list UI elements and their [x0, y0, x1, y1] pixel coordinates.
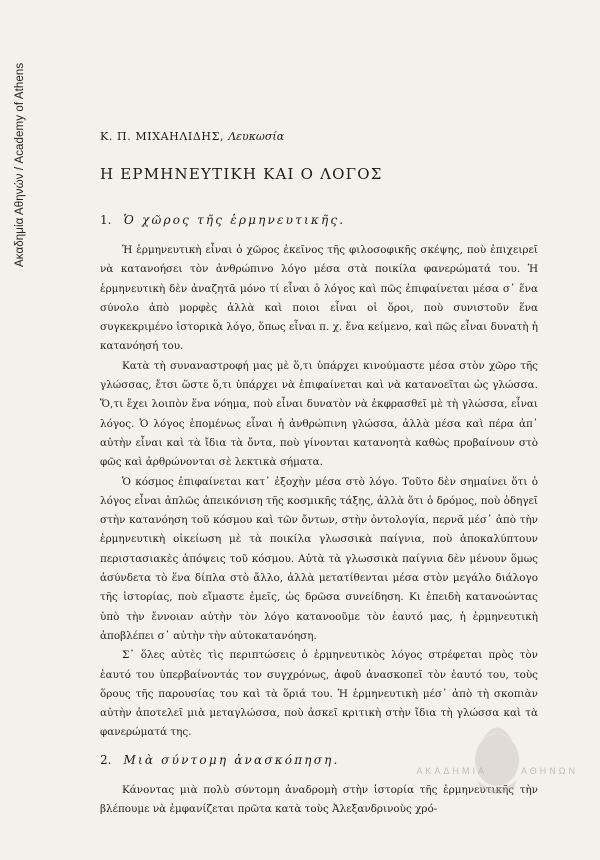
- paragraph: Κατὰ τὴ συναναστροφή μας μὲ ὅ,τι ὑπάρχει κινούμαστε μέσα στὸν χῶρο τῆς γλώσσας, ἔτσι ὥστε ὅ,τι ὑπάρχει νὰ ἐπιφαίνεται καὶ νὰ κατανοεῖται ὡς γλώσσα. Ὅ,τι ἔχει λοιπὸν ἕνα νόημα, ποὺ εἶναι δυνατὸν νὰ ἐκφρασθεῖ μὲ τὴ γλώσσα, εἶναι λόγος. Ὁ λόγος ἑπομένως εἶναι ἡ ἀνθρώπινη γλώσσα, ἀλλὰ μέσα καὶ πέρα ἀπ᾽ αὐτὴν εἶναι καὶ τὰ ἴδια τὰ ὄντα, ποὺ γίνονται κατανοητὰ καθὼς προβαίνουν στὸ φῶς καὶ ἀρθρώνονται σὲ λεκτικὰ σήματα.: [100, 359, 538, 469]
- author-place: Λευκωσία: [228, 130, 285, 143]
- archive-side-label: Ακαδημία Αθηνών / Academy of Athens: [14, 62, 26, 268]
- paragraph: Κάνοντας μιὰ πολὺ σύντομη ἀναδρομὴ στὴν ἱστορία τῆς ἑρμηνευτικῆς τὴν βλέπουμε νὰ ἐμφανίζεται πρῶτα κατὰ τοὺς Ἀλεξανδρινοὺς χρό-: [100, 783, 538, 816]
- author-name: Κ. Π. ΜΙΧΑΗΛΙΔΗΣ,: [100, 130, 225, 143]
- article-title: Η ΕΡΜΗΝΕΥΤΙΚΗ ΚΑΙ Ο ΛΟΓΟΣ: [100, 165, 383, 183]
- paragraph: Σ᾽ ὅλες αὐτὲς τὶς περιπτώσεις ὁ ἑρμηνευτικὸς λόγος στρέφεται πρὸς τὸν ἑαυτό του ὑπερβαίνοντάς τον συγχρόνως, ἀφοῦ ἀνασκοπεῖ τὸν ἑαυτό του, τοὺς ὅρους τῆς παρουσίας του καὶ τὰ ὅριά του. Ἡ ἑρμηνευτικὴ μέσ᾽ ἀπὸ τὴ σκοπιὰν αὐτὴν ἀποτελεῖ μιὰ μεταγλώσσα, ποὺ ἀσκεῖ κριτικὴ στὴν ἴδια τὴ γλώσσα καὶ τὰ φανερώματά της.: [100, 649, 538, 739]
- author-line: [100, 130, 538, 143]
- section-number: 2.: [100, 752, 112, 767]
- section-1: [100, 213, 538, 743]
- watermark-left: ΑΚΑΔΗΜΙΑ: [416, 766, 487, 776]
- paragraph: Ἡ ἑρμηνευτικὴ εἶναι ὁ χῶρος ἐκεῖνος τῆς φιλοσοφικῆς σκέψης, ποὺ ἐπιχειρεῖ νὰ κατανοήσει τὸν ἀνθρώπινο λόγο μέσα στὰ ποικίλα φανερώματά του. Ἡ ἑρμηνευτικὴ δὲν ἀναζητᾶ μόνο τί εἶναι ὁ λόγος καὶ πῶς ἐπιφαίνεται μέσα σ᾽ ἕνα σύνολο ἀπὸ μορφὲς ἀλλὰ καὶ ποιοι εἶναι οἱ ὅροι, ποὺ συνιστοῦν ἕνα συγκεκριμένο ἱστορικὰ λόγο, ὅπως εἶναι π. χ. ἕνα κείμενο, καὶ πῶς εἶναι δυνατὴ ἡ κατανόησή του.: [100, 244, 538, 353]
- paragraph: Ὁ κόσμος ἐπιφαίνεται κατ᾽ ἐξοχὴν μέσα στὸ λόγο. Τοῦτο δὲν σημαίνει ὅτι ὁ λόγος εἶναι ἁπλῶς ἀπεικόνιση τῆς κοσμικῆς τάξης, ἀλλὰ ὅτι ὁ δρόμος, ποὺ ὁδηγεῖ στὴν κατανόηση τοῦ κόσμου καὶ τῶν ὄντων, στὴν ὀντολογία, περνᾶ μέσ᾽ ἀπὸ τὴν ἑρμηνευτικὴ οἰκείωση μὲ τὰ ποικίλα γλωσσικὰ παίγνια, ποὺ ἀποκαλύπτουν περιστασιακὲς ἀπόψεις τοῦ κόσμου. Αὐτὰ τὰ γλωσσικὰ παίγνια δὲν μένουν ὅμως ἀσύνδετα τὸ ἕνα δίπλα στὸ ἄλλο, ἀλλὰ μετατίθενται μέσα στὸν μεγάλο διάλογο τῆς ἱστορίας, ποὺ εἴμαστε ἐμεῖς, ὡς δρῶσα συνείδηση. Κι ἐπειδὴ κατανοώντας ὑπὸ τὴν ἔννοιαν αὐτὴν τὸν λόγο κατανοοῦμε τὸν ἑαυτό μας, ἡ ἑρμηνευτικὴ ἀποβλέπει σ᾽ αὐτὴν τὴν αὐτοκατανόηση.: [100, 475, 538, 642]
- section-title: Μιὰ σύντομη ἀνασκόπηση.: [123, 752, 340, 767]
- section-title: Ὁ χῶρος τῆς ἑρμηνευτικῆς.: [123, 213, 346, 227]
- section-heading: [100, 213, 538, 227]
- section-number: 1.: [100, 213, 112, 227]
- watermark-right: ΑΘΗΝΩΝ: [520, 766, 578, 776]
- academy-emblem-watermark-icon: [402, 710, 582, 800]
